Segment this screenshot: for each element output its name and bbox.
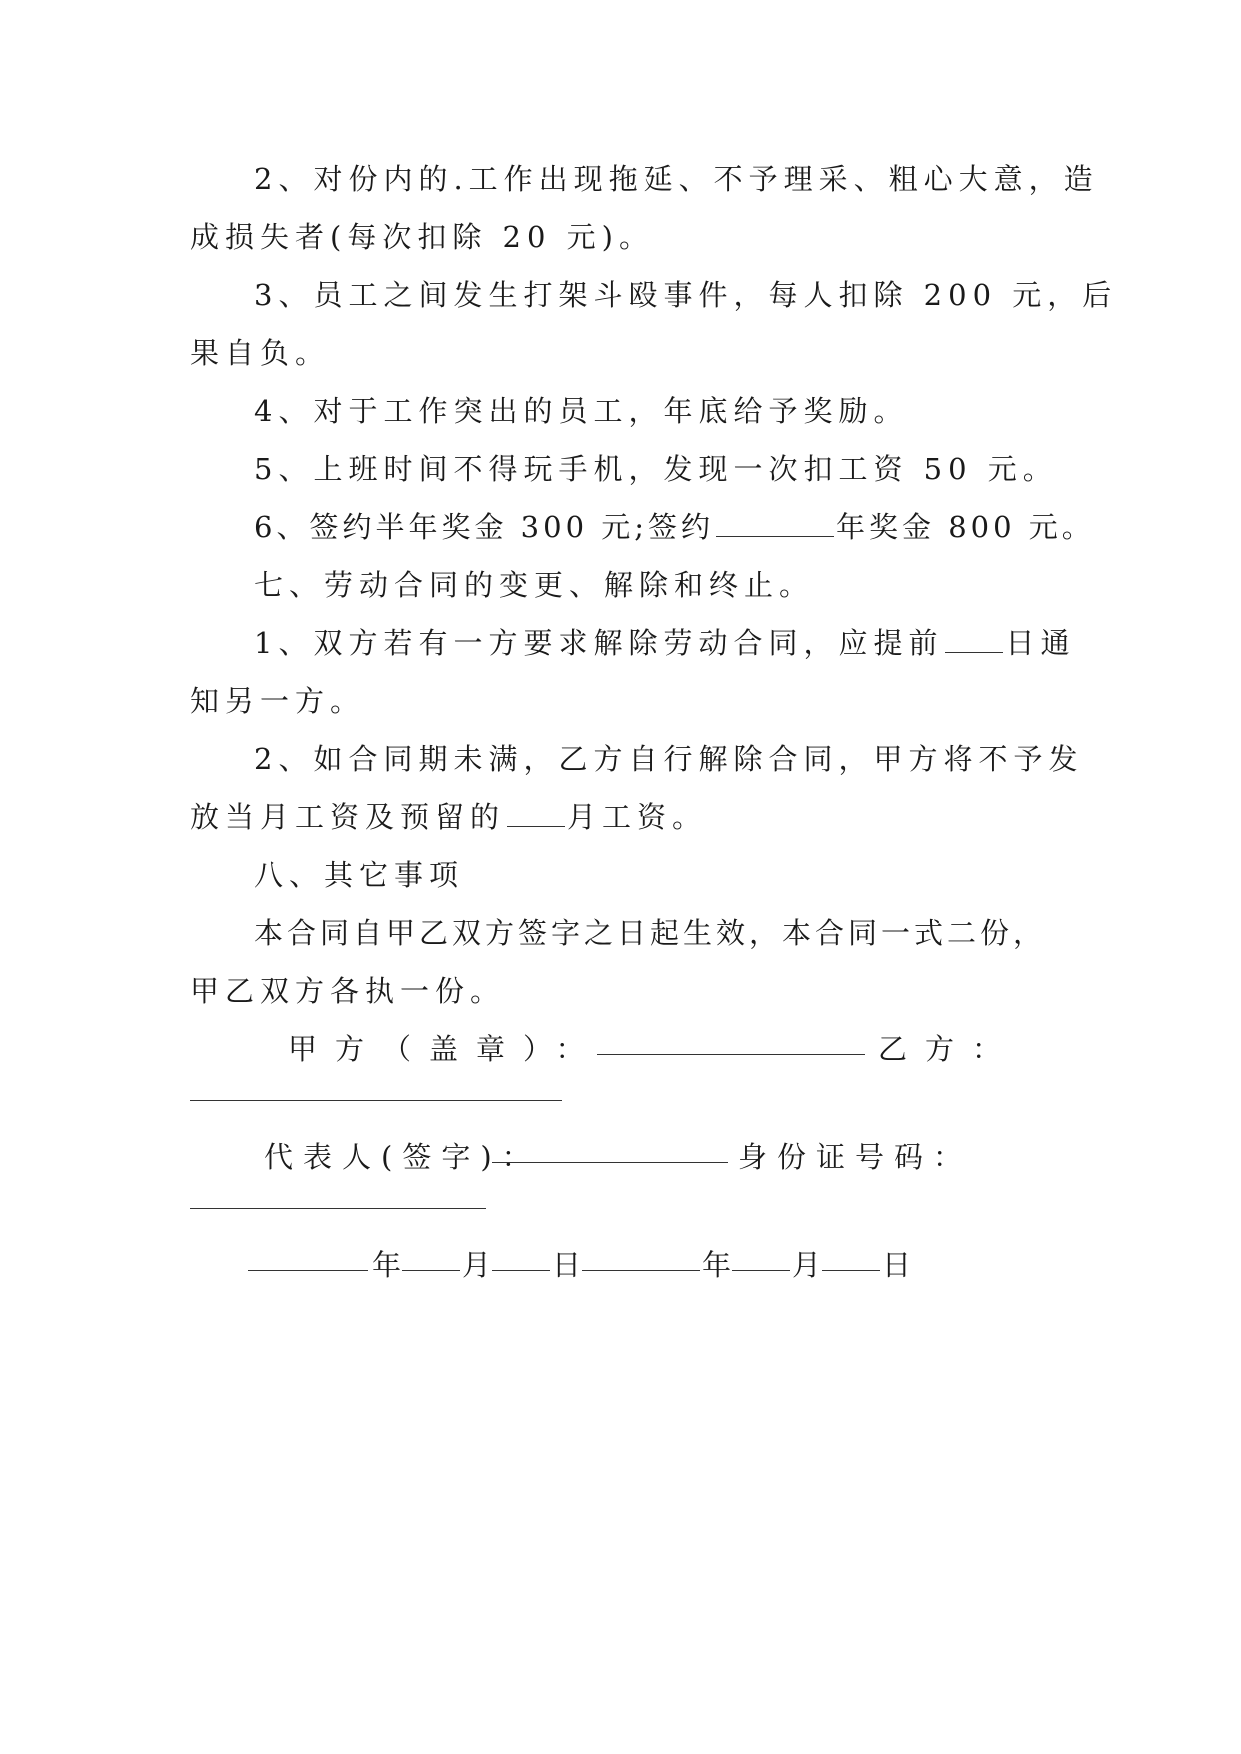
clause-line <box>190 324 1060 382</box>
section-heading <box>190 846 1060 904</box>
section-heading <box>190 556 1060 614</box>
clause-text: 果自负。 <box>190 336 331 370</box>
section-heading-text: 八、其它事项 <box>254 858 465 892</box>
clause-text: 6、签约半年奖金 300 元;签约 <box>254 510 715 544</box>
year-label: 年 <box>372 1248 402 1282</box>
year-blank <box>248 1246 368 1271</box>
document-page <box>190 150 1118 1294</box>
fill-blank <box>716 512 834 537</box>
fill-blank <box>507 802 565 827</box>
party-b-blank-row <box>190 1078 1060 1128</box>
clause-line <box>190 672 1060 730</box>
day-label: 日 <box>552 1248 582 1282</box>
party-a-label: 甲方（盖章）： <box>288 1032 603 1066</box>
clause-line <box>190 788 1060 846</box>
clause-text: 年奖金 800 元。 <box>836 510 1095 544</box>
section-heading-text: 七、劳动合同的变更、解除和终止。 <box>254 568 815 602</box>
clause-line <box>190 208 1060 266</box>
party-a-blank <box>597 1030 865 1055</box>
day-label: 日 <box>882 1248 912 1282</box>
clause-text: 3、员工之间发生打架斗殴事件，每人扣除 200 元，后 <box>254 278 1118 312</box>
clause-text: 1、双方若有一方要求解除劳动合同，应提前 <box>254 626 944 660</box>
id-number-blank <box>190 1208 486 1209</box>
clause-line <box>190 150 1099 208</box>
date-row <box>190 1236 1060 1294</box>
clause-text: 2、如合同期未满，乙方自行解除合同，甲方将不予发 <box>254 742 1084 776</box>
id-number-blank-row <box>190 1186 1060 1236</box>
clause-line <box>190 266 1118 324</box>
id-number-label: 身份证号码： <box>738 1140 973 1174</box>
clause-text: 甲乙双方各执一份。 <box>190 974 506 1008</box>
representative-row <box>190 1128 1060 1186</box>
month-blank <box>402 1246 460 1271</box>
clause-text: 知另一方。 <box>190 684 366 718</box>
month-label: 月 <box>792 1248 822 1282</box>
fill-blank <box>945 628 1003 653</box>
clause-text: 本合同自甲乙双方签字之日起生效，本合同一式二份， <box>254 916 1047 950</box>
clause-text: 4、对于工作突出的员工，年底给予奖励。 <box>254 394 909 428</box>
clause-line <box>190 904 1060 962</box>
day-blank <box>822 1246 880 1271</box>
clause-text: 放当月工资及预留的 <box>190 800 506 834</box>
month-blank <box>732 1246 790 1271</box>
party-b-blank <box>190 1100 562 1101</box>
clause-text: 成损失者(每次扣除 20 元)。 <box>190 220 654 254</box>
year-label: 年 <box>702 1248 732 1282</box>
party-signature-row <box>190 1020 1060 1078</box>
representative-blank <box>492 1138 728 1163</box>
clause-line <box>190 382 1060 440</box>
clause-text: 日通 <box>1005 626 1076 660</box>
clause-line <box>190 440 1060 498</box>
year-blank <box>582 1246 700 1271</box>
clause-line <box>190 730 1084 788</box>
clause-text: 月工资。 <box>567 800 708 834</box>
party-b-label: 乙方： <box>878 1032 1020 1066</box>
clause-text: 2、对份内的.工作出现拖延、不予理采、粗心大意，造 <box>254 162 1099 196</box>
clause-line <box>190 498 1095 556</box>
clause-text: 5、上班时间不得玩手机，发现一次扣工资 50 元。 <box>254 452 1058 486</box>
clause-line <box>190 962 1060 1020</box>
clause-line <box>190 614 1076 672</box>
day-blank <box>492 1246 550 1271</box>
month-label: 月 <box>462 1248 492 1282</box>
representative-label: 代表人(签字)： <box>264 1140 541 1174</box>
